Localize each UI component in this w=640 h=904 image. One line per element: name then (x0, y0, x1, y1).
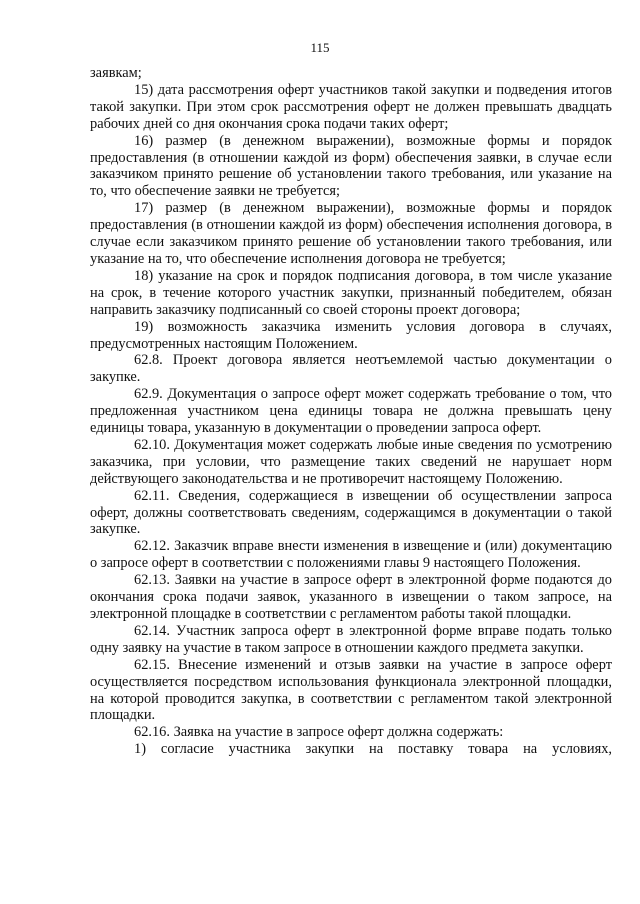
clause-62-16: 62.16. Заявка на участие в запросе оферт должна содержать: (134, 724, 504, 741)
clause-62-11: 62.11. Сведения, содержащиеся в извещении об осуществлении запроса оферт, должны соответствовать сведениям, содержащимся в документации о такой закупке. (90, 487, 612, 538)
clause-62-9: 62.9. Документация о запросе оферт может содержать требование о том, что предложенная участником цена единицы товара не должна превышать цену единицы товара, указанную в документации о проведении запроса оферт. (90, 386, 612, 437)
paragraph-continuation: заявкам; (90, 65, 142, 81)
list-item-18: 18) указание на срок и порядок подписания договора, в том числе указание на срок, в течение которого участник закупки, признанный победителем, обязан направить заказчику подписанный со своей стороны проект договора; (90, 267, 612, 318)
clause-62-12: 62.12. Заказчик вправе внести изменения в извещение и (или) документацию о запросе оферт в соответствии с положениями главы 9 настоящего Положения. (90, 538, 612, 572)
list-item-16: 16) размер (в денежном выражении), возможные формы и порядок предоставления (в отношении каждой из форм) обеспечения заявки, в случае если заказчиком принято решение об установлении такого требования, или указание на то, что обеспечение заявки не требуется; (90, 132, 612, 200)
list-item-1: 1) согласие участника закупки на поставку товара на условиях, (134, 741, 612, 758)
list-item-17: 17) размер (в денежном выражении), возможные формы и порядок предоставления (в отношении каждой из форм) обеспечения исполнения договора, в случае если заказчиком принято решение об установлении такого требования, или указание на то, что обеспечение исполнения договора не требуется; (90, 200, 612, 267)
clause-62-8: 62.8. Проект договора является неотъемлемой частью документации о закупке. (90, 352, 612, 386)
list-item-19: 19) возможность заказчика изменить условия договора в случаях, предусмотренных настоящим Положением. (90, 318, 612, 352)
page-number: 115 (310, 40, 330, 55)
document-body (90, 65, 612, 758)
clause-62-13: 62.13. Заявки на участие в запросе оферт в электронной форме подаются до окончания срока подачи заявок, указанного в извещении о таком запросе, на электронной площадке в соответствии с регламентом работы такой площадки. (90, 572, 612, 622)
list-item-15: 15) дата рассмотрения оферт участников такой закупки и подведения итогов такой закупки. При этом срок рассмотрения оферт не должен превышать двадцать рабочих дней со дня окончания срока подачи таких оферт; (90, 81, 612, 132)
clause-62-14: 62.14. Участник запроса оферт в электронной форме вправе подать только одну заявку на участие в таком запросе в отношении каждого предмета закупки. (90, 622, 612, 656)
clause-62-10: 62.10. Документация может содержать любые иные сведения по усмотрению заказчика, при условии, что размещение таких сведений не нарушает норм действующего законодательства и не противоречит настоящему Положению. (90, 436, 612, 487)
clause-62-15: 62.15. Внесение изменений и отзыв заявки на участие в запросе оферт осуществляется посредством использования функционала электронной площадки, на которой проводится закупка, в соответствии с регламентом такой электронной площадки. (90, 656, 612, 724)
